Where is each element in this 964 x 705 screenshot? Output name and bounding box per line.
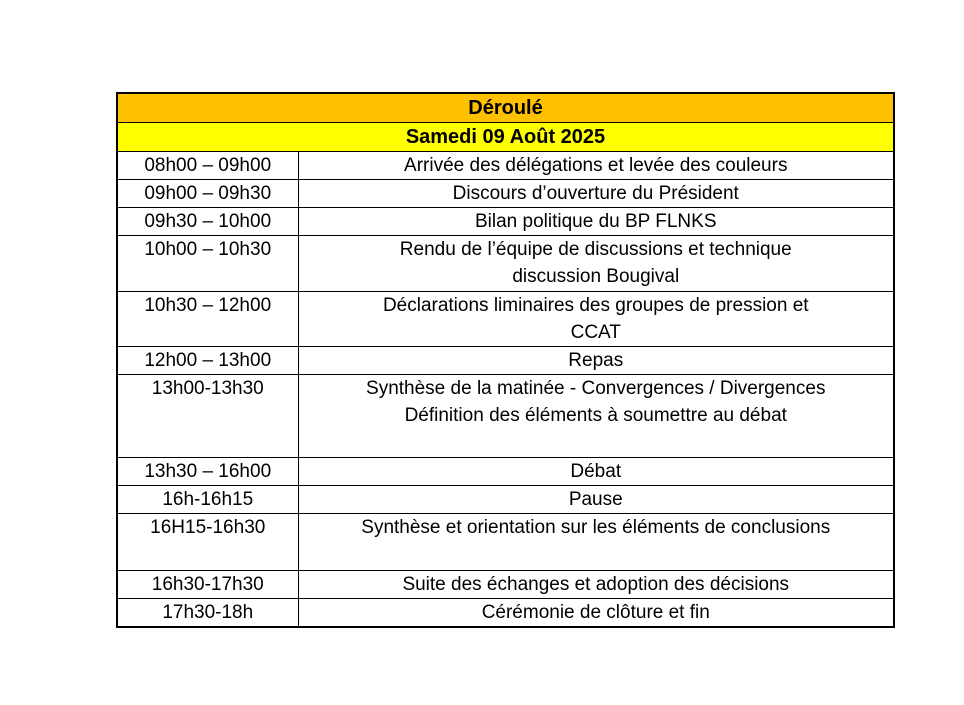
activity-cell: Arrivée des délégations et levée des couleurs — [298, 152, 894, 180]
time-cell: 08h00 – 09h00 — [117, 152, 298, 180]
schedule-row — [117, 599, 894, 628]
schedule-row — [117, 292, 894, 347]
schedule-row — [117, 208, 894, 236]
table-title-row — [117, 93, 894, 123]
time-cell: 09h30 – 10h00 — [117, 208, 298, 236]
activity-cell: Repas — [298, 347, 894, 375]
activity-cell: Bilan politique du BP FLNKS — [298, 208, 894, 236]
schedule-table — [116, 92, 895, 628]
activity-line-2: discussion Bougival — [512, 266, 680, 287]
schedule-row — [117, 152, 894, 180]
time-cell: 16H15-16h30 — [117, 514, 298, 571]
time-cell: 12h00 – 13h00 — [117, 347, 298, 375]
activity-cell — [298, 292, 894, 347]
activity-cell — [298, 375, 894, 458]
time-cell: 13h00-13h30 — [117, 375, 298, 458]
schedule-row — [117, 236, 894, 292]
schedule-row — [117, 571, 894, 599]
activity-cell — [298, 236, 894, 292]
time-cell: 10h30 – 12h00 — [117, 292, 298, 347]
time-cell: 10h00 – 10h30 — [117, 236, 298, 292]
activity-cell: Cérémonie de clôture et fin — [298, 599, 894, 628]
time-cell: 09h00 – 09h30 — [117, 180, 298, 208]
schedule-row — [117, 458, 894, 486]
date-header-row — [117, 123, 894, 152]
schedule-container — [116, 92, 895, 628]
time-cell: 16h-16h15 — [117, 486, 298, 514]
activity-cell: Discours d’ouverture du Président — [298, 180, 894, 208]
time-cell: 16h30-17h30 — [117, 571, 298, 599]
activity-cell: Pause — [298, 486, 894, 514]
schedule-row — [117, 347, 894, 375]
activity-cell: Synthèse et orientation sur les éléments de conclusions — [298, 514, 894, 571]
activity-line-2: Définition des éléments à soumettre au débat — [404, 405, 787, 426]
schedule-row — [117, 514, 894, 571]
time-cell: 17h30-18h — [117, 599, 298, 628]
activity-cell: Suite des échanges et adoption des décisions — [298, 571, 894, 599]
date-header: Samedi 09 Août 2025 — [117, 123, 894, 152]
schedule-row — [117, 375, 894, 458]
activity-cell: Débat — [298, 458, 894, 486]
table-title: Déroulé — [117, 93, 894, 123]
activity-line-1: Synthèse de la matinée - Convergences / Divergences — [366, 378, 826, 399]
time-cell: 13h30 – 16h00 — [117, 458, 298, 486]
activity-line-1: Déclarations liminaires des groupes de pression et — [382, 295, 809, 316]
activity-line-1: Rendu de l’équipe de discussions et technique — [399, 239, 792, 260]
schedule-row — [117, 180, 894, 208]
activity-line-2: CCAT — [570, 322, 621, 343]
schedule-row — [117, 486, 894, 514]
